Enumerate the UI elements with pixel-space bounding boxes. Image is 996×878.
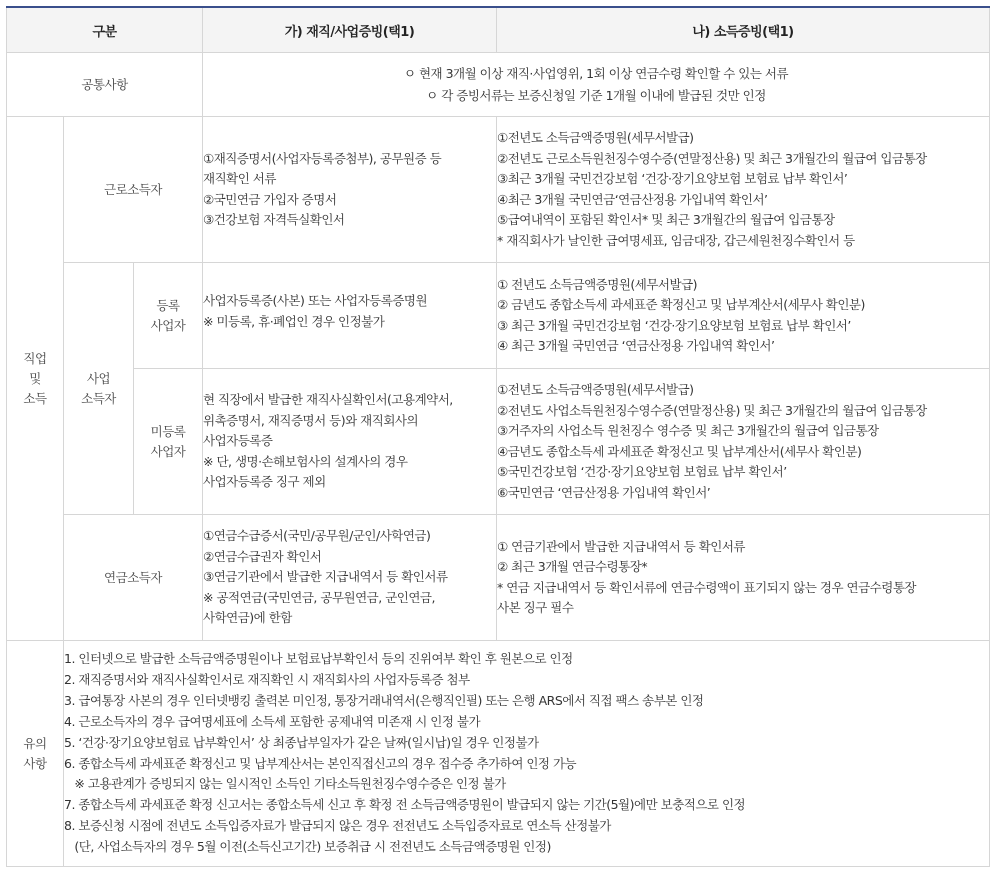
unregistered-income	[497, 369, 990, 515]
header-income: 나) 소득증빙(택1)	[497, 7, 990, 53]
notes-label	[7, 641, 64, 867]
common-label: 공통사항	[7, 53, 203, 117]
unregistered-proof	[203, 369, 497, 515]
job-label-line: 소득	[23, 390, 47, 406]
income-line: ⑥국민연금 ‘연금산정용 가입내역 확인서’	[497, 484, 711, 500]
income-line: 사본 징구 필수	[497, 600, 574, 615]
job-label-line: 직업	[23, 350, 47, 366]
income-line: * 재직회사가 날인한 급여명세표, 임금대장, 갑근세원천징수확인서 등	[497, 232, 855, 248]
job-income-label	[7, 117, 64, 641]
proof-line: ①재직증명서(사업자등록증첨부), 공무원증 등	[203, 150, 442, 166]
income-line: ①전년도 소득금액증명원(세무서발급)	[497, 130, 694, 145]
proof-line: 사업자등록증 징구 제외	[203, 474, 326, 490]
note-item: (단, 사업소득자의 경우 5월 이전(소득신고기간) 보증취급 시 전전년도 소득금액증명원 인정)	[64, 839, 551, 855]
header-proof: 가) 재직/사업증빙(택1)	[203, 7, 497, 53]
note-item: 8. 보증신청 시점에 전년도 소득입증자료가 발급되지 않은 경우 전전년도 소득입증자료로 연소득 산정불가	[64, 818, 611, 834]
registered-label-line: 사업자	[150, 317, 186, 333]
proof-line: 위촉증명서, 재직증명서 등)와 재직회사의	[203, 412, 419, 428]
note-item: 7. 종합소득세 과세표준 확정 신고서는 종합소득세 신고 후 확정 전 소득금액증명원이 발급되지 않는 기간(5월)에만 보충적으로 인정	[64, 797, 746, 813]
note-item: 4. 근로소득자의 경우 급여명세표에 소득세 포함한 공제내역 미존재 시 인정 불가	[64, 713, 481, 729]
common-content	[203, 53, 990, 117]
income-line: ② 금년도 종합소득세 과세표준 확정신고 및 납부계산서(세무사 확인분)	[497, 297, 865, 312]
note-item: 2. 재직증명서와 재직사실확인서로 재직확인 시 재직회사의 사업자등록증 첨부	[64, 671, 470, 687]
proof-line: ③건강보험 자격득실확인서	[203, 212, 345, 227]
unregistered-business-row	[7, 369, 990, 515]
earned-income-row	[7, 117, 990, 263]
proof-line: ①연금수급증서(국민/공무원/군인/사학연금)	[203, 528, 431, 544]
proof-line: ③연금기관에서 발급한 지급내역서 등 확인서류	[203, 569, 448, 585]
income-line: ⑤급여내역이 포함된 확인서* 및 최근 3개월간의 월급여 입금통장	[497, 212, 835, 227]
registered-label-line: 등록	[156, 297, 180, 313]
income-line: ②전년도 사업소득원천징수영수증(연말정산용) 및 최근 3개월간의 월급여 입금통장	[497, 402, 927, 418]
proof-line: ※ 공적연금(국민연금, 공무원연금, 군인연금,	[203, 589, 435, 605]
income-line: ③최근 3개월 국민건강보험 ‘건강·장기요양보험 보험료 납부 확인서’	[497, 171, 848, 186]
income-line: ④금년도 종합소득세 과세표준 확정신고 및 납부계산서(세무사 확인분)	[497, 443, 862, 459]
pension-income-row	[7, 515, 990, 641]
proof-line: 사업자등록증(사본) 또는 사업자등록증명원	[203, 293, 428, 308]
notes-content	[64, 641, 990, 867]
proof-line: ※ 미등록, 휴·폐업인 경우 인정불가	[203, 313, 385, 329]
unregistered-label	[134, 369, 203, 515]
common-row	[7, 53, 990, 117]
job-label-line: 및	[29, 370, 41, 386]
income-line: ③ 최근 3개월 국민건강보험 ‘건강·장기요양보험 보험료 납부 확인서’	[497, 317, 851, 333]
note-item: 3. 급여통장 사본의 경우 인터넷뱅킹 출력본 미인정, 통장거래내역서(은행직인필) 또는 은행 ARS에서 직접 팩스 송부본 인정	[64, 692, 704, 708]
registered-income	[497, 263, 990, 369]
note-item: 1. 인터넷으로 발급한 소득금액증명원이나 보험료납부확인서 등의 진위여부 확인 후 원본으로 인정	[64, 650, 573, 666]
income-line: ③거주자의 사업소득 원천징수 영수증 및 최근 3개월간의 월급여 입금통장	[497, 423, 879, 438]
proof-line: 현 직장에서 발급한 재직사실확인서(고용계약서,	[203, 392, 453, 408]
income-line: ② 최근 3개월 연금수령통장*	[497, 559, 648, 574]
notes-label-line: 유의	[23, 735, 47, 751]
earned-label: 근로소득자	[64, 117, 203, 263]
pension-income	[497, 515, 990, 641]
earned-income	[497, 117, 990, 263]
proof-line: 사학연금)에 한함	[203, 610, 292, 626]
pension-label: 연금소득자	[64, 515, 203, 641]
unregistered-label-line: 사업자	[150, 443, 186, 459]
unregistered-label-line: 미등록	[150, 423, 186, 439]
notes-row	[7, 641, 990, 867]
business-label	[64, 263, 134, 515]
income-line: ④최근 3개월 국민연금‘연금산정용 가입내역 확인서’	[497, 191, 768, 207]
registered-proof	[203, 263, 497, 369]
proof-line: ②국민연금 가입자 증명서	[203, 191, 337, 207]
note-item: ※ 고용관계가 증빙되지 않는 일시적인 소득인 기타소득원천징수영수증은 인정 불가	[64, 776, 506, 792]
income-line: ④ 최근 3개월 국민연금 ‘연금산정용 가입내역 확인서’	[497, 338, 775, 353]
proof-line: ※ 단, 생명·손해보험사의 설계사의 경우	[203, 453, 408, 469]
requirements-table	[6, 6, 990, 867]
common-line: ㅇ 현재 3개월 이상 재직·사업영위, 1회 이상 연금수령 확인할 수 있는 서류	[403, 65, 789, 81]
income-line: ①전년도 소득금액증명원(세무서발급)	[497, 382, 694, 397]
registered-business-row	[7, 263, 990, 369]
proof-line: ②연금수급권자 확인서	[203, 548, 322, 564]
registered-label	[134, 263, 203, 369]
income-line: * 연금 지급내역서 등 확인서류에 연금수령액이 표기되지 않는 경우 연금수령통장	[497, 579, 916, 595]
income-line: ① 연금기관에서 발급한 지급내역서 등 확인서류	[497, 538, 745, 554]
income-line: ⑤국민건강보험 ‘건강·장기요양보험 보험료 납부 확인서’	[497, 464, 787, 479]
header-category: 구분	[7, 7, 203, 53]
business-label-line: 소득자	[81, 390, 116, 406]
header-row	[7, 7, 990, 53]
earned-proof	[203, 117, 497, 263]
pension-proof	[203, 515, 497, 641]
notes-label-line: 사항	[23, 755, 47, 771]
proof-line: 재직확인 서류	[203, 171, 276, 186]
business-label-line: 사업	[86, 370, 111, 386]
note-item: 6. 종합소득세 과세표준 확정신고 및 납부계산서는 본인직접신고의 경우 접수증 추가하여 인정 가능	[64, 755, 577, 771]
note-item: 5. ‘건강·장기요양보험료 납부확인서’ 상 최종납부일자가 같은 날짜(일시납)일 경우 인정불가	[64, 734, 539, 750]
common-line: ㅇ 각 증빙서류는 보증신청일 기준 1개월 이내에 발급된 것만 인정	[426, 87, 766, 103]
proof-line: 사업자등록증	[203, 433, 273, 449]
income-line: ②전년도 근로소득원천징수영수증(연말정산용) 및 최근 3개월간의 월급여 입금통장	[497, 150, 927, 166]
income-line: ① 전년도 소득금액증명원(세무서발급)	[497, 276, 698, 292]
